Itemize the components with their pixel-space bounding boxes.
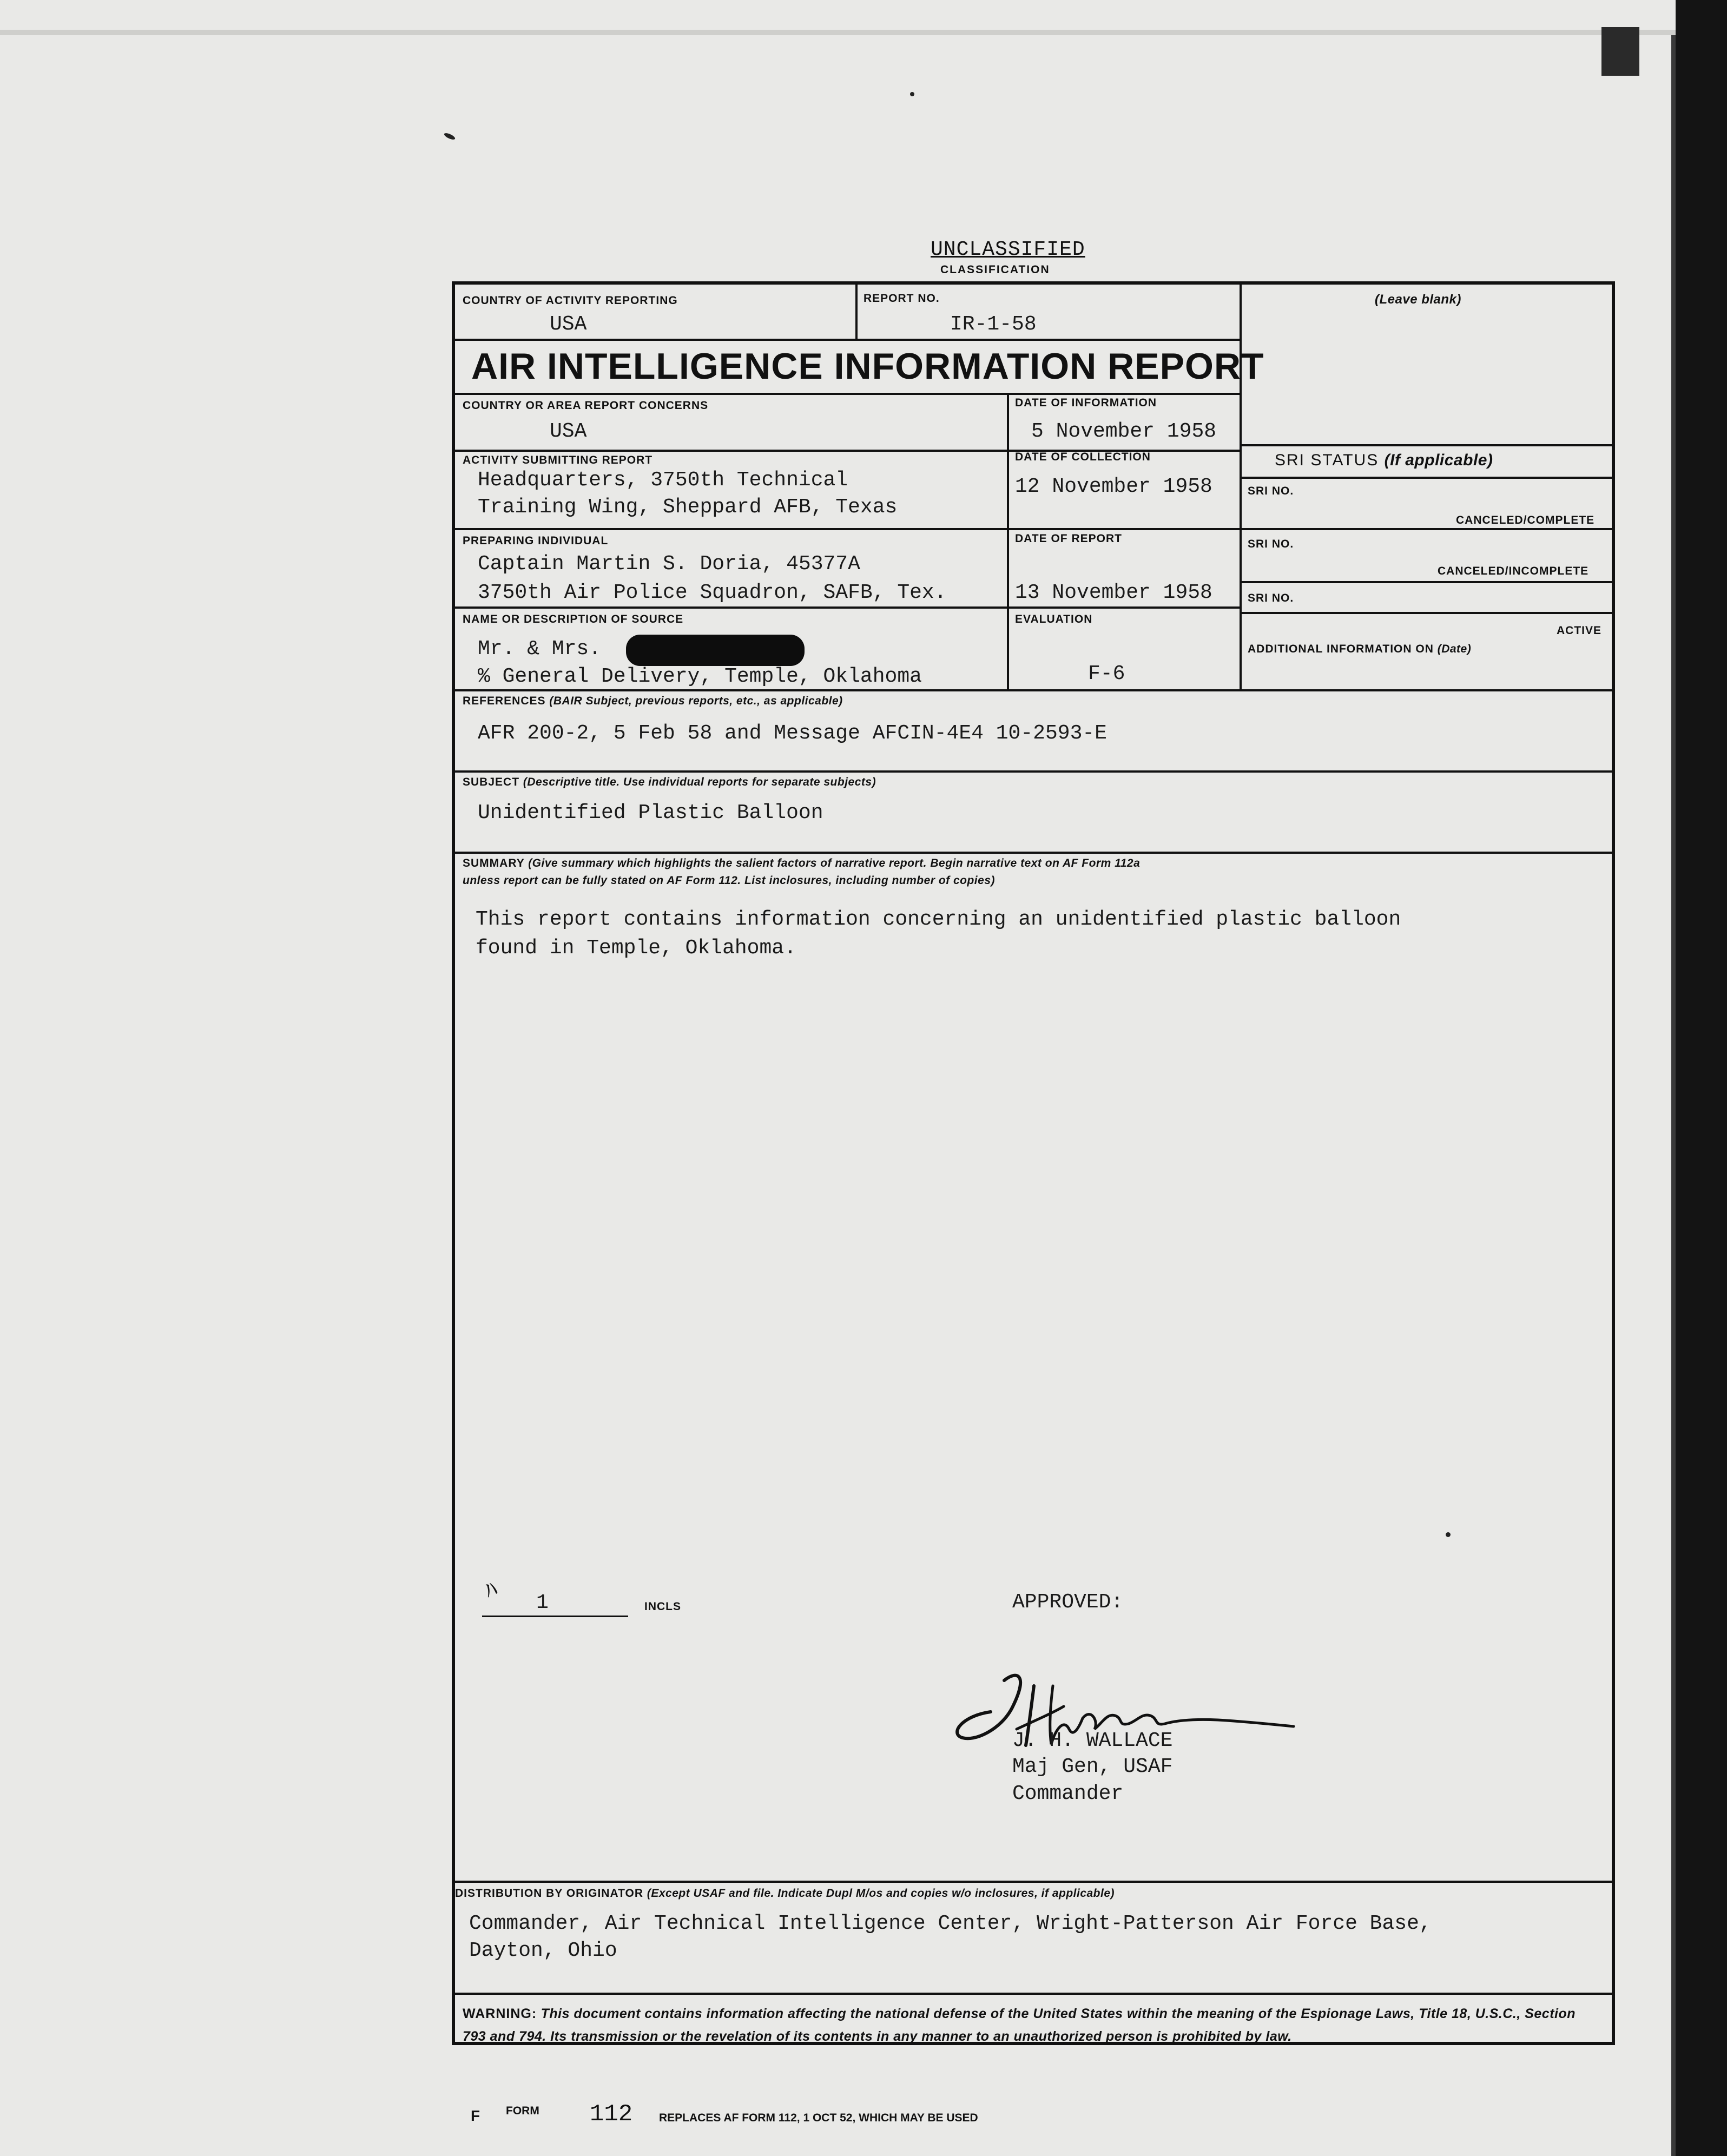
sri-status-label: SRI STATUS (1275, 451, 1379, 469)
date-of-report-value: 13 November 1958 (1015, 581, 1212, 604)
references-label: REFERENCES (463, 695, 546, 707)
divider (1240, 444, 1613, 446)
summary-note-1: (Give summary which highlights the salient factors of narrative report. Begin narrative text on AF Form 112a (528, 857, 1141, 869)
corner-mark (1601, 27, 1639, 76)
country-of-activity-label: COUNTRY OF ACTIVITY REPORTING (463, 294, 678, 307)
references-note: (BAIR Subject, previous reports, etc., as applicable) (549, 695, 843, 707)
distribution-heading (455, 1887, 1115, 1900)
footer-af: F (471, 2107, 480, 2124)
sri-no-label-1: SRI NO. (1248, 485, 1294, 497)
date-of-information-value: 5 November 1958 (1031, 420, 1217, 443)
divider (1240, 477, 1613, 479)
date-of-collection-label: DATE OF COLLECTION (1015, 451, 1151, 463)
distribution-label: DISTRIBUTION BY ORIGINATOR (455, 1887, 644, 1900)
summary-line-1: This report contains information concerning an unidentified plastic balloon (476, 908, 1401, 931)
date-of-collection-value: 12 November 1958 (1015, 475, 1212, 498)
distribution-line-1: Commander, Air Technical Intelligence Center, Wright-Patterson Air Force Base, (469, 1912, 1432, 1935)
redaction-mark (626, 635, 805, 666)
divider (1240, 612, 1613, 614)
divider (1007, 393, 1009, 689)
additional-info-label: ADDITIONAL INFORMATION ON (1248, 643, 1434, 655)
subject-heading (463, 776, 876, 789)
classification-label: CLASSIFICATION (940, 263, 1050, 276)
preparing-individual-line1: Captain Martin S. Doria, 45377A (478, 552, 860, 576)
references-heading (463, 695, 843, 708)
footer-form-number: 112 (590, 2101, 633, 2128)
summary-heading (463, 857, 1140, 870)
leave-blank-label (1375, 292, 1461, 307)
sri-status-note: (If applicable) (1384, 451, 1493, 469)
scan-dark-edge (1676, 0, 1727, 2156)
scan-edge-strip (1671, 30, 1676, 2156)
country-concerned-value: USA (550, 420, 587, 443)
summary-note-line2 (463, 874, 995, 887)
distribution-note: (Except USAF and file. Indicate Dupl M/os and copies w/o inclosures, if applicable) (647, 1887, 1115, 1900)
report-no-value: IR-1-58 (950, 313, 1037, 336)
warning-label: WARNING: (463, 2006, 537, 2021)
incls-underline (482, 1616, 628, 1617)
divider (455, 528, 1240, 530)
summary-note-2: unless report can be fully stated on AF Form 112. List inclosures, including number of copies) (463, 874, 995, 887)
country-of-activity-value: USA (550, 313, 587, 336)
activity-submitting-line1: Headquarters, 3750th Technical (478, 469, 848, 492)
sri-status-heading (1275, 451, 1493, 470)
subject-label: SUBJECT (463, 776, 520, 788)
divider (455, 339, 1240, 341)
approver-name: J. H. WALLACE (1012, 1729, 1173, 1752)
classification-value: UNCLASSIFIED (931, 238, 1085, 261)
preparing-individual-line2: 3750th Air Police Squadron, SAFB, Tex. (478, 581, 947, 604)
divider (455, 393, 1240, 395)
scan-top-bar (0, 30, 1676, 35)
country-concerned-label: COUNTRY OR AREA REPORT CONCERNS (463, 399, 709, 412)
activity-submitting-label: ACTIVITY SUBMITTING REPORT (463, 454, 653, 466)
divider (455, 852, 1613, 854)
sri-canceled-incomplete: CANCELED/INCOMPLETE (1438, 565, 1589, 577)
additional-info-heading (1248, 643, 1471, 656)
preparing-individual-label: PREPARING INDIVIDUAL (463, 535, 609, 547)
evaluation-label: EVALUATION (1015, 613, 1093, 625)
form-title: AIR INTELLIGENCE INFORMATION REPORT (471, 346, 1264, 387)
divider (455, 770, 1613, 773)
incls-count: 1 (536, 1591, 549, 1614)
warning-block (463, 2002, 1601, 2048)
warning-text: This document contains information affecting the national defense of the United States within the meaning of the Espionage Laws, Title 18, U.S.C., Section 793 and 794. Its transmission or the revelation of its contents in any manner to an unauthorized person is prohibited by law. (463, 2006, 1576, 2044)
sri-canceled-complete: CANCELED/COMPLETE (1456, 514, 1595, 526)
source-line2: % General Delivery, Temple, Oklahoma (478, 665, 922, 688)
sri-no-label-3: SRI NO. (1248, 592, 1294, 604)
distribution-line-2: Dayton, Ohio (469, 1939, 617, 1962)
divider (455, 1993, 1613, 1995)
subject-value: Unidentified Plastic Balloon (478, 801, 823, 825)
date-of-report-label: DATE OF REPORT (1015, 532, 1122, 545)
handwritten-mark: ﾊ (481, 1575, 501, 1604)
divider (1240, 528, 1613, 530)
report-form (452, 281, 1615, 2045)
report-no-label: REPORT NO. (864, 292, 940, 305)
scan-speck (910, 92, 914, 96)
sri-active: ACTIVE (1557, 624, 1602, 637)
sri-no-label-2: SRI NO. (1248, 538, 1294, 550)
divider (1240, 581, 1613, 583)
approved-label: APPROVED: (1012, 1591, 1124, 1614)
divider (855, 285, 858, 339)
summary-line-2: found in Temple, Oklahoma. (476, 937, 796, 960)
divider (455, 606, 1240, 609)
evaluation-value: F-6 (1088, 662, 1125, 685)
footer-replaces: REPLACES AF FORM 112, 1 OCT 52, WHICH MAY BE USED (659, 2112, 978, 2124)
activity-submitting-line2: Training Wing, Sheppard AFB, Texas (478, 496, 898, 519)
divider (455, 689, 1613, 691)
references-value: AFR 200-2, 5 Feb 58 and Message AFCIN-4E4 10-2593-E (478, 722, 1107, 745)
scan-speck (443, 132, 456, 141)
source-label: NAME OR DESCRIPTION OF SOURCE (463, 613, 684, 625)
divider (455, 1881, 1613, 1883)
additional-info-date-note: (Date) (1437, 643, 1472, 655)
date-of-information-label: DATE OF INFORMATION (1015, 397, 1157, 409)
approver-rank: Maj Gen, USAF (1012, 1755, 1173, 1778)
leave-blank-note: (Leave blank) (1375, 292, 1461, 307)
subject-note: (Descriptive title. Use individual reports for separate subjects) (523, 776, 876, 788)
summary-label: SUMMARY (463, 857, 525, 869)
footer-form-word: FORM (506, 2105, 539, 2117)
approver-title: Commander (1012, 1782, 1124, 1805)
incls-label: INCLS (644, 1600, 681, 1613)
source-line1: Mr. & Mrs. (478, 637, 602, 661)
